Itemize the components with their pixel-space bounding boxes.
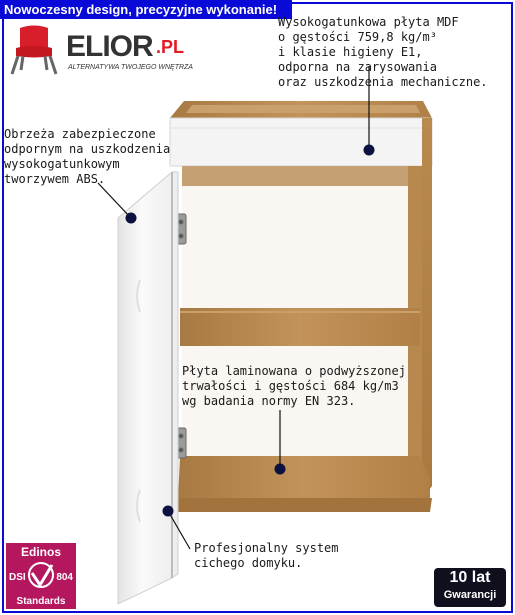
callout-mdf-line: oraz uszkodzenia mechaniczne. [278,75,488,89]
cabinet-door [118,172,178,604]
callout-mdf-line: odporna na zarysowania [278,60,437,74]
callout-plyta-line: Płyta laminowana o podwyższonej [182,364,406,378]
header-banner: Nowoczesny design, precyzyjne wykonanie! [0,0,292,19]
callout-hinge-line: Profesjonalny system [194,541,339,555]
edinos-brand: Edinos [20,545,61,559]
warranty-label: Gwarancji [443,589,497,601]
callout-hinge-line: cichego domyku. [194,556,303,570]
logo-tld: .PL [156,37,185,57]
callout-hinge [194,541,339,571]
edinos-standards: Standards [16,596,66,607]
marker-mdf [364,145,375,156]
top-white-panel [170,118,432,166]
callout-mdf-line: i klasie higieny E1, [278,45,423,59]
callout-plyta-line: wg badania normy EN 323. [182,394,356,408]
leader-abs [98,183,131,218]
callout-abs-line: tworzywem ABS. [4,172,106,186]
marker-abs [126,213,137,224]
callout-mdf-line: Wysokogatunkowa płyta MDF [278,15,459,29]
top-tray-inner [186,105,420,113]
logo-name: ELIOR [66,30,153,63]
marker-plyta [275,464,286,475]
warranty-years: 10 lat [449,569,491,586]
callout-abs-line: Obrzeża zabezpieczone [4,127,156,141]
logo-slogan: ALTERNATYWA TWOJEGO WNĘTRZA [68,64,193,71]
callout-abs [4,127,170,187]
callout-plyta [182,364,406,409]
callout-mdf [278,15,488,90]
edinos-badge [6,543,76,609]
warranty-badge [434,568,506,607]
callout-mdf-line: o gęstości 759,8 kg/m³ [278,30,437,44]
callout-abs-line: odpornym na uszkodzenia [4,142,171,156]
edinos-number: 804 [56,572,73,583]
bottom-panel [178,456,430,500]
callout-plyta-line: trwałości i gęstości 684 kg/m3 [182,379,399,393]
right-side-wall [422,118,432,500]
marker-hinge [163,506,174,517]
callout-abs-line: wysokogatunkowym [4,157,120,171]
edinos-dsi: DSI [9,572,26,583]
body-back [182,166,422,186]
middle-shelf [180,308,420,346]
